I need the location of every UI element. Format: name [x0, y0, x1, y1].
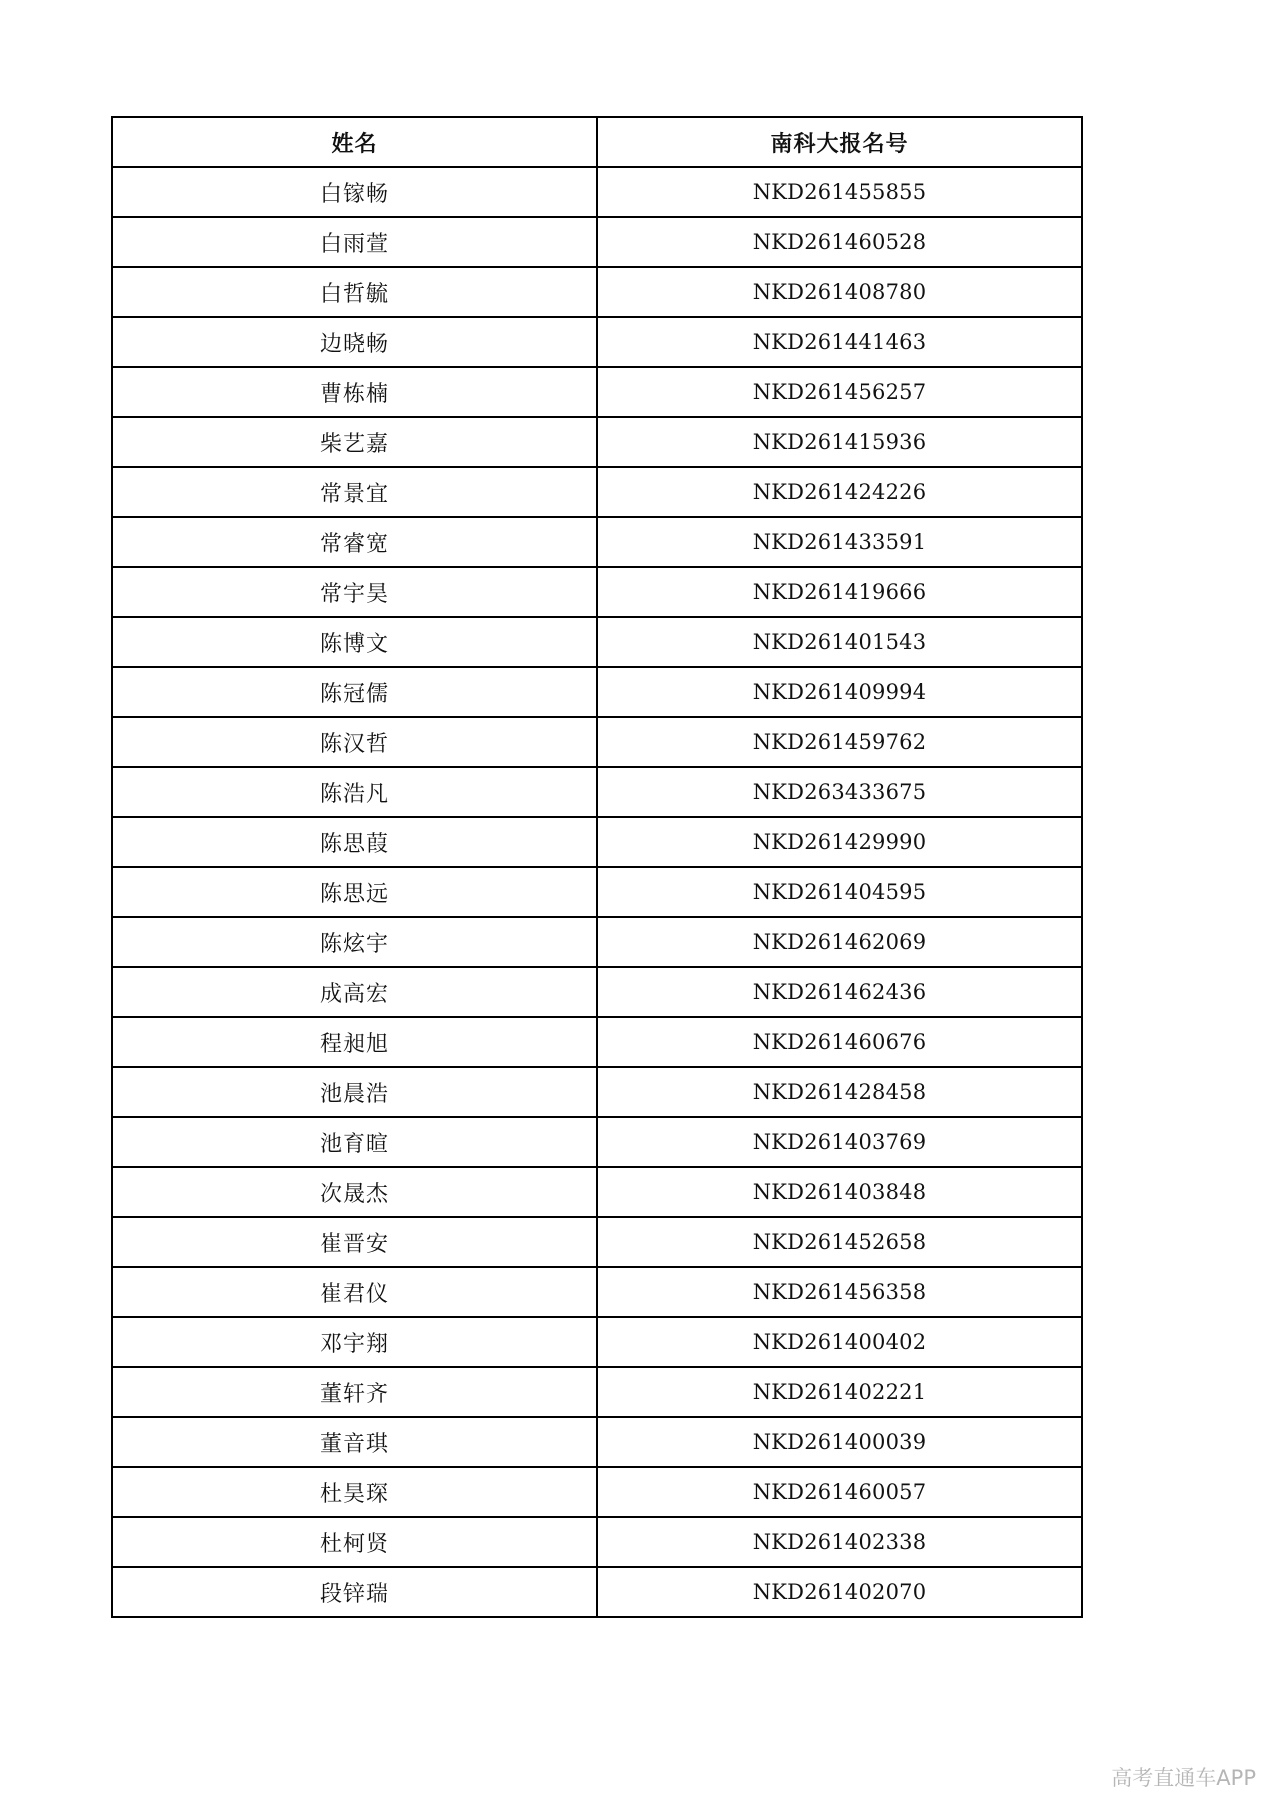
table-row	[112, 817, 1082, 867]
table-row	[112, 1367, 1082, 1417]
table-row	[112, 1517, 1082, 1567]
student-name-cell: 次晟杰	[112, 1167, 597, 1217]
table-header-row	[112, 117, 1082, 167]
registration-id-cell: NKD261460528	[597, 217, 1082, 267]
table-row	[112, 717, 1082, 767]
table-row	[112, 1267, 1082, 1317]
table-row	[112, 467, 1082, 517]
student-name-cell: 陈思远	[112, 867, 597, 917]
table-row	[112, 917, 1082, 967]
watermark-label: 高考直通车APP	[1111, 1766, 1256, 1790]
student-name-cell: 杜昊琛	[112, 1467, 597, 1517]
student-name-cell: 池晨浩	[112, 1067, 597, 1117]
table-row	[112, 217, 1082, 267]
table-row	[112, 567, 1082, 617]
student-name-cell: 崔晋安	[112, 1217, 597, 1267]
student-name-cell: 杜柯贤	[112, 1517, 597, 1567]
registration-id-cell: NKD261400039	[597, 1417, 1082, 1467]
registration-id-cell: NKD261402338	[597, 1517, 1082, 1567]
registration-id-cell: NKD261455855	[597, 167, 1082, 217]
registration-id-cell: NKD261441463	[597, 317, 1082, 367]
registration-id-cell: NKD261408780	[597, 267, 1082, 317]
table-row	[112, 967, 1082, 1017]
registration-id-cell: NKD261462436	[597, 967, 1082, 1017]
table-row	[112, 1117, 1082, 1167]
student-name-cell: 白雨萱	[112, 217, 597, 267]
registration-id-cell: NKD261419666	[597, 567, 1082, 617]
table-row	[112, 1317, 1082, 1367]
student-name-cell: 柴艺嘉	[112, 417, 597, 467]
table-row	[112, 1017, 1082, 1067]
table-row	[112, 617, 1082, 667]
student-name-cell: 常宇昊	[112, 567, 597, 617]
registration-id-cell: NKD261452658	[597, 1217, 1082, 1267]
table-row	[112, 317, 1082, 367]
registration-id-cell: NKD261424226	[597, 467, 1082, 517]
student-name-cell: 白哲毓	[112, 267, 597, 317]
table-row	[112, 367, 1082, 417]
table-row	[112, 1567, 1082, 1617]
registration-id-cell: NKD261459762	[597, 717, 1082, 767]
table-body	[112, 167, 1082, 1617]
registration-id-cell: NKD261460676	[597, 1017, 1082, 1067]
student-name-cell: 董音琪	[112, 1417, 597, 1467]
registration-id-cell: NKD261456358	[597, 1267, 1082, 1317]
registration-id-cell: NKD261460057	[597, 1467, 1082, 1517]
registration-id-cell: NKD261409994	[597, 667, 1082, 717]
table-row	[112, 417, 1082, 467]
table-row	[112, 1067, 1082, 1117]
table-row	[112, 1167, 1082, 1217]
registration-table	[111, 116, 1083, 1618]
registration-id-cell: NKD263433675	[597, 767, 1082, 817]
registration-id-cell: NKD261404595	[597, 867, 1082, 917]
registration-id-cell: NKD261428458	[597, 1067, 1082, 1117]
table-row	[112, 1467, 1082, 1517]
student-name-cell: 白镓畅	[112, 167, 597, 217]
registration-id-cell: NKD261433591	[597, 517, 1082, 567]
student-name-cell: 程昶旭	[112, 1017, 597, 1067]
table-row	[112, 1217, 1082, 1267]
table-row	[112, 1417, 1082, 1467]
student-name-cell: 陈汉哲	[112, 717, 597, 767]
registration-id-cell: NKD261400402	[597, 1317, 1082, 1367]
student-name-cell: 邓宇翔	[112, 1317, 597, 1367]
registration-id-cell: NKD261402221	[597, 1367, 1082, 1417]
column-header-registration-id: 南科大报名号	[597, 117, 1082, 167]
student-name-cell: 陈冠儒	[112, 667, 597, 717]
registration-id-cell: NKD261403769	[597, 1117, 1082, 1167]
table-row	[112, 517, 1082, 567]
registration-id-cell: NKD261401543	[597, 617, 1082, 667]
student-name-cell: 段锌瑞	[112, 1567, 597, 1617]
table-row	[112, 767, 1082, 817]
table-row	[112, 167, 1082, 217]
student-name-cell: 陈浩凡	[112, 767, 597, 817]
student-name-cell: 陈思葭	[112, 817, 597, 867]
table-row	[112, 267, 1082, 317]
registration-id-cell: NKD261402070	[597, 1567, 1082, 1617]
student-name-cell: 陈炫宇	[112, 917, 597, 967]
student-name-cell: 常睿宽	[112, 517, 597, 567]
student-name-cell: 成高宏	[112, 967, 597, 1017]
table-row	[112, 667, 1082, 717]
student-name-cell: 常景宜	[112, 467, 597, 517]
student-name-cell: 池育暄	[112, 1117, 597, 1167]
registration-id-cell: NKD261456257	[597, 367, 1082, 417]
column-header-name: 姓名	[112, 117, 597, 167]
student-name-cell: 边晓畅	[112, 317, 597, 367]
registration-id-cell: NKD261462069	[597, 917, 1082, 967]
student-name-cell: 崔君仪	[112, 1267, 597, 1317]
student-name-cell: 陈博文	[112, 617, 597, 667]
student-name-cell: 董轩齐	[112, 1367, 597, 1417]
registration-id-cell: NKD261403848	[597, 1167, 1082, 1217]
student-name-cell: 曹栋楠	[112, 367, 597, 417]
registration-id-cell: NKD261415936	[597, 417, 1082, 467]
table-row	[112, 867, 1082, 917]
registration-id-cell: NKD261429990	[597, 817, 1082, 867]
